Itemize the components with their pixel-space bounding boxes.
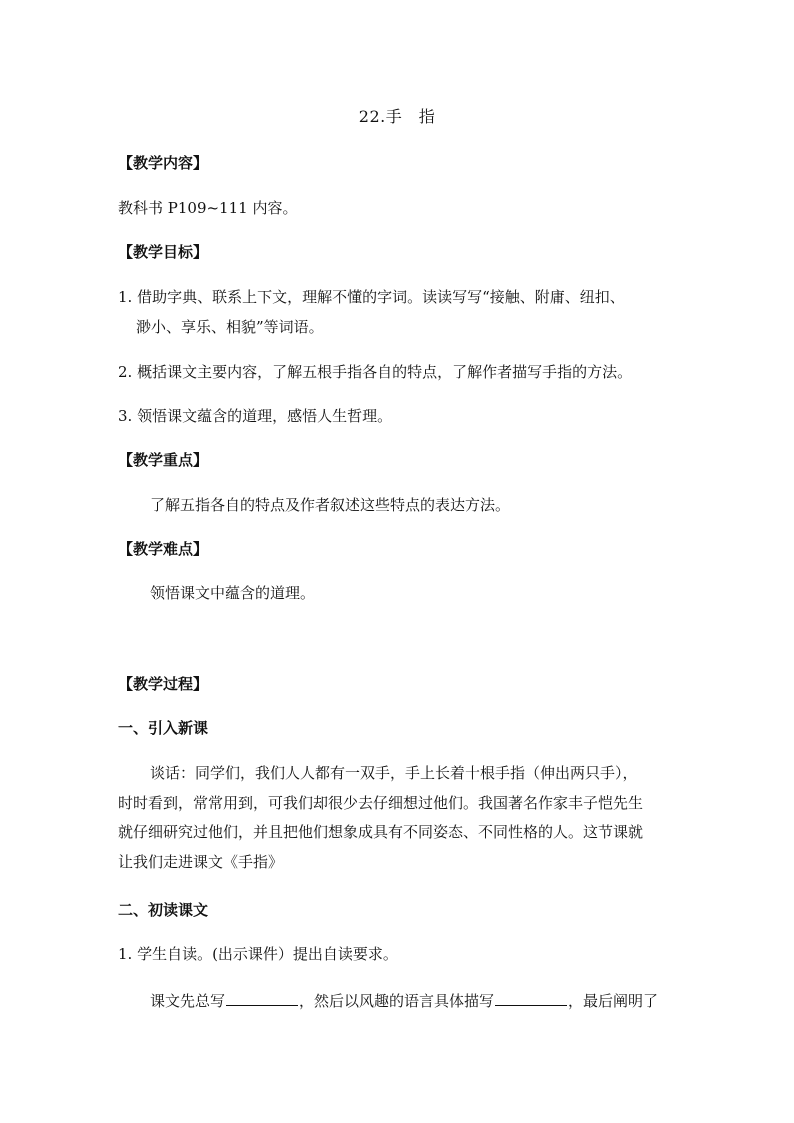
fill-in-blank-2	[495, 990, 567, 1006]
key-points-text: 了解五指各自的特点及作者叙述这些特点的表达方法。	[150, 496, 511, 514]
section-heading-difficulties: 【教学难点】	[118, 540, 209, 558]
section-heading-key-points: 【教学重点】	[118, 451, 209, 469]
intro-paragraph-line-4: 让我们走进课文《手指》	[118, 853, 284, 871]
teaching-content-text: 教科书 P109~111 内容。	[118, 199, 298, 217]
teaching-goal-1-line-2: 渺小、享乐、相貌”等词语。	[136, 318, 324, 336]
teaching-goal-3: 3. 领悟课文蕴含的道理，感悟人生哲理。	[118, 407, 393, 425]
reading-item-1: 1. 学生自读。(出示课件）提出自读要求。	[118, 945, 398, 963]
fill-text-part-1: 课文先总写	[150, 992, 226, 1010]
section-heading-teaching-goals: 【教学目标】	[118, 243, 209, 261]
difficulties-text: 领悟课文中蕴含的道理。	[150, 584, 316, 602]
intro-paragraph-line-3: 就仔细研究过他们，并且把他们想象成具有不同姿态、不同性格的人。这节课就	[118, 823, 644, 841]
fill-text-part-2: ，然后以风趣的语言具体描写	[299, 992, 495, 1010]
part-1-heading: 一、引入新课	[118, 719, 209, 737]
intro-paragraph-line-2: 时时看到，常常用到，可我们却很少去仔细想过他们。我国著名作家丰子恺先生	[118, 794, 644, 812]
section-heading-teaching-process: 【教学过程】	[118, 675, 209, 693]
fill-text-part-3: ，最后阐明了	[568, 992, 659, 1010]
part-2-heading: 二、初读课文	[118, 901, 209, 919]
teaching-goal-1-line-1: 1. 借助字典、联系上下文，理解不懂的字词。读读写写“接触、附庸、纽扣、	[118, 288, 625, 306]
intro-paragraph-line-1: 谈话：同学们，我们人人都有一双手，手上长着十根手指（伸出两只手），	[150, 764, 638, 782]
fill-in-blank-1	[226, 990, 298, 1006]
teaching-goal-2: 2. 概括课文主要内容，了解五根手指各自的特点，了解作者描写手指的方法。	[118, 363, 633, 381]
page-title: 22.手 指	[358, 107, 436, 126]
fill-in-sentence	[150, 990, 710, 1010]
section-heading-teaching-content: 【教学内容】	[118, 154, 209, 172]
